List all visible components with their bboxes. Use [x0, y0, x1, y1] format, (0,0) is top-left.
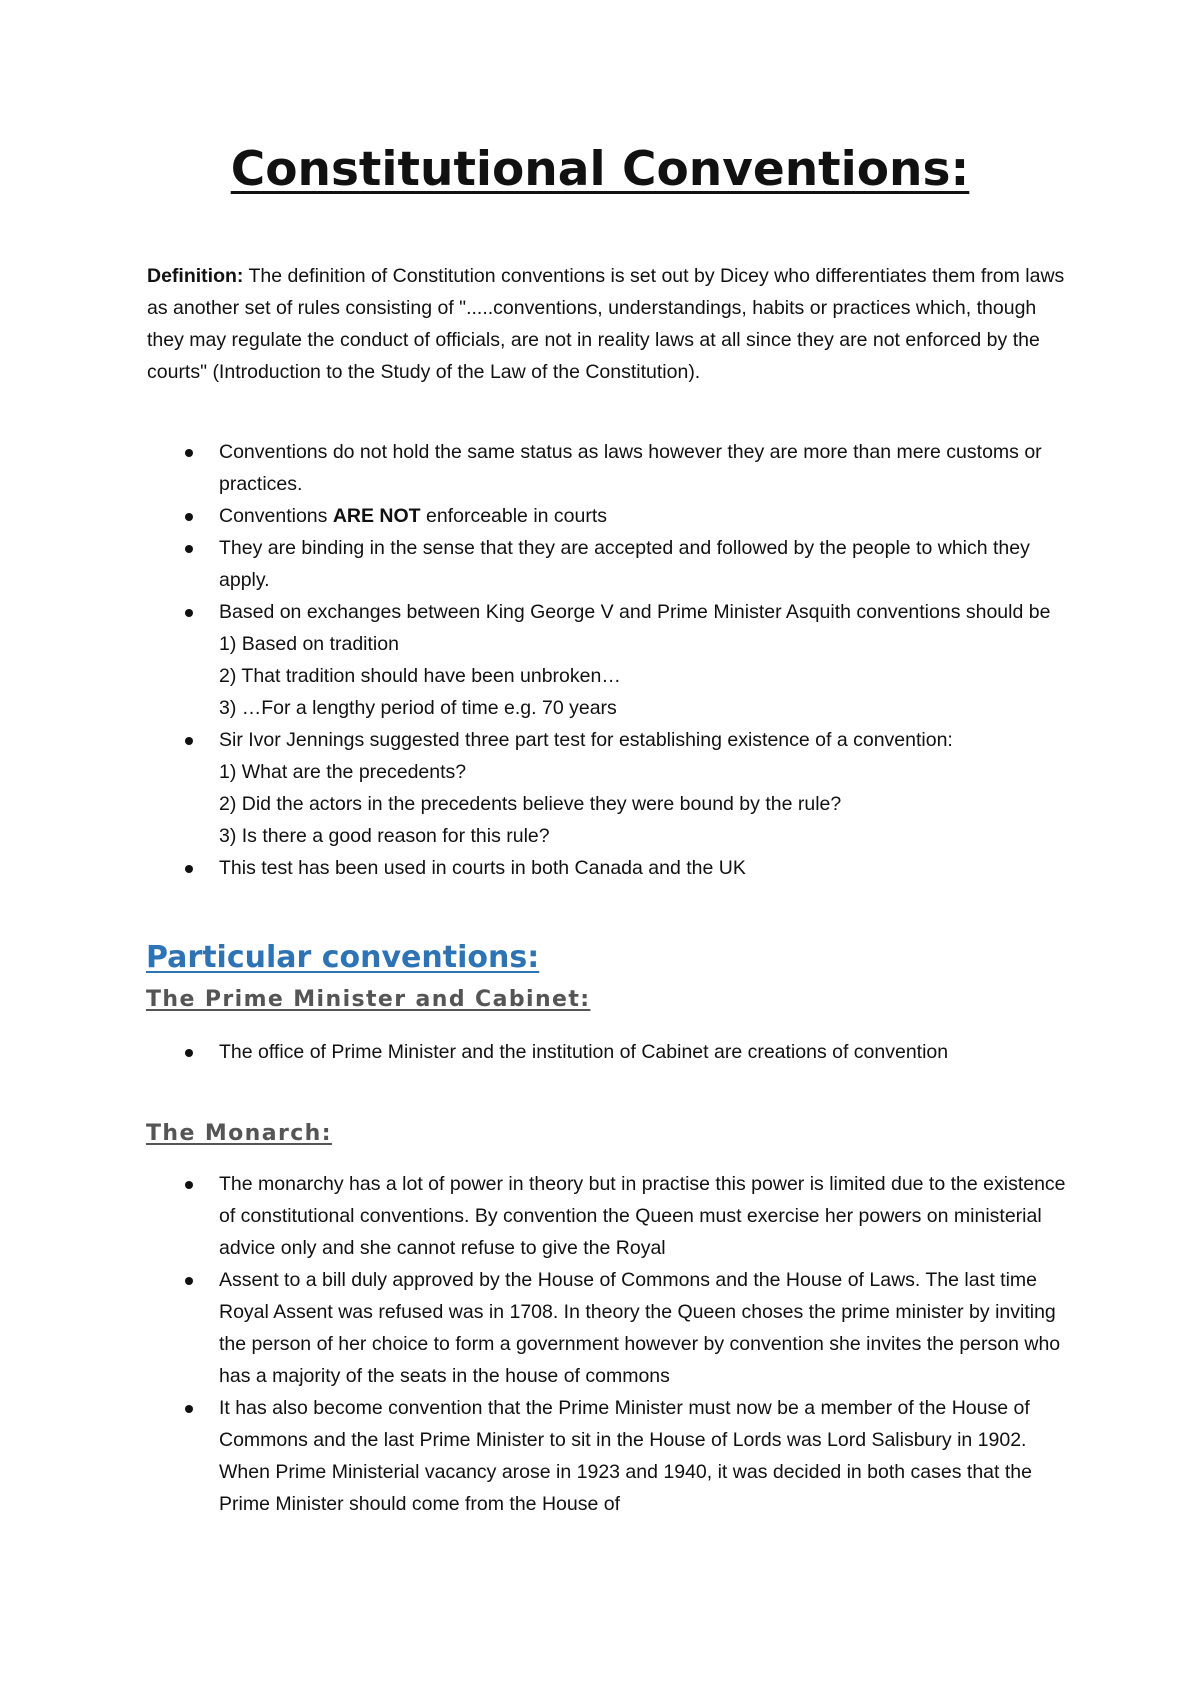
- bullet-icon: [185, 1405, 193, 1413]
- bullet-icon: [185, 865, 193, 873]
- conventions-bullet-list: [147, 436, 1077, 884]
- bullet-text: They are binding in the sense that they are accepted and followed by the people to which they apply.: [219, 537, 1030, 591]
- bullet-text-prefix: Conventions: [219, 505, 333, 527]
- subheading-monarch: The Monarch:: [146, 1121, 332, 1146]
- bullet-text: Based on exchanges between King George V and Prime Minister Asquith conventions should be: [219, 601, 1051, 623]
- numbered-criterion: 2) That tradition should have been unbroken…: [219, 665, 621, 687]
- section-heading-particular-conventions: Particular conventions:: [146, 940, 540, 975]
- bullet-icon: [185, 449, 193, 457]
- list-item: [147, 1168, 1077, 1264]
- bullet-icon: [185, 1049, 193, 1057]
- bullet-text: It has also become convention that the Prime Minister must now be a member of the House of Commons and the last Prime Minister to sit in the House of Lords was Lord Salisbury in 1902. When Prime Ministerial vacancy arose in 1923 and 1940, it was decided in both cases that the Prime Minister should come from the House of: [219, 1397, 1032, 1515]
- bullet-icon: [185, 737, 193, 745]
- bullet-icon: [185, 513, 193, 521]
- bullet-text-emphasis: ARE NOT: [332, 505, 421, 527]
- numbered-criterion: 1) Based on tradition: [219, 633, 399, 655]
- list-item: [147, 1392, 1077, 1520]
- definition-label: Definition:: [147, 265, 244, 287]
- prime-minister-bullet-list: [147, 1036, 1047, 1068]
- definition-paragraph: [147, 260, 1072, 388]
- bullet-text: The monarchy has a lot of power in theory but in practise this power is limited due to the existence of constitutional conventions. By convention the Queen must exercise her powers on ministerial advice only and she cannot refuse to give the Royal: [219, 1173, 1066, 1259]
- list-item: [147, 724, 1077, 852]
- subheading-prime-minister-cabinet: The Prime Minister and Cabinet:: [146, 987, 591, 1012]
- numbered-criterion: 3) …For a lengthy period of time e.g. 70 years: [219, 697, 617, 719]
- bullet-text: The office of Prime Minister and the institution of Cabinet are creations of convention: [219, 1041, 949, 1063]
- list-item: [147, 1264, 1077, 1392]
- bullet-icon: [185, 609, 193, 617]
- bullet-text: This test has been used in courts in both Canada and the UK: [219, 857, 746, 879]
- definition-text: The definition of Constitution conventions is set out by Dicey who differentiates them from laws as another set of rules consisting of ".....conventions, understandings, habits or practices which, though they may regulate the conduct of officials, are not in reality laws at all since they are not enforced by the courts" (Introduction to the Study of the Law of the Constitution).: [147, 265, 1065, 383]
- bullet-icon: [185, 1181, 193, 1189]
- numbered-test-question: 1) What are the precedents?: [219, 761, 467, 783]
- bullet-icon: [185, 1277, 193, 1285]
- numbered-test-question: 3) Is there a good reason for this rule?: [219, 825, 550, 847]
- list-item: [147, 436, 1077, 500]
- list-item: [147, 596, 1077, 724]
- monarch-bullet-list: [147, 1168, 1077, 1520]
- numbered-test-question: 2) Did the actors in the precedents believe they were bound by the rule?: [219, 793, 842, 815]
- list-item: [147, 1036, 1047, 1068]
- list-item: [147, 852, 1077, 884]
- bullet-text-suffix: enforceable in courts: [420, 505, 608, 527]
- bullet-text: Assent to a bill duly approved by the House of Commons and the House of Laws. The last time Royal Assent was refused was in 1708. In theory the Queen choses the prime minister by inviting the person of her choice to form a government however by convention she invites the person who has a majority of the seats in the house of commons: [219, 1269, 1061, 1387]
- page-title: Constitutional Conventions:: [230, 142, 970, 197]
- bullet-text: Sir Ivor Jennings suggested three part test for establishing existence of a convention:: [219, 729, 953, 751]
- bullet-text: Conventions do not hold the same status as laws however they are more than mere customs or practices.: [219, 441, 1042, 495]
- list-item: [147, 500, 1077, 532]
- list-item: [147, 532, 1077, 596]
- bullet-icon: [185, 545, 193, 553]
